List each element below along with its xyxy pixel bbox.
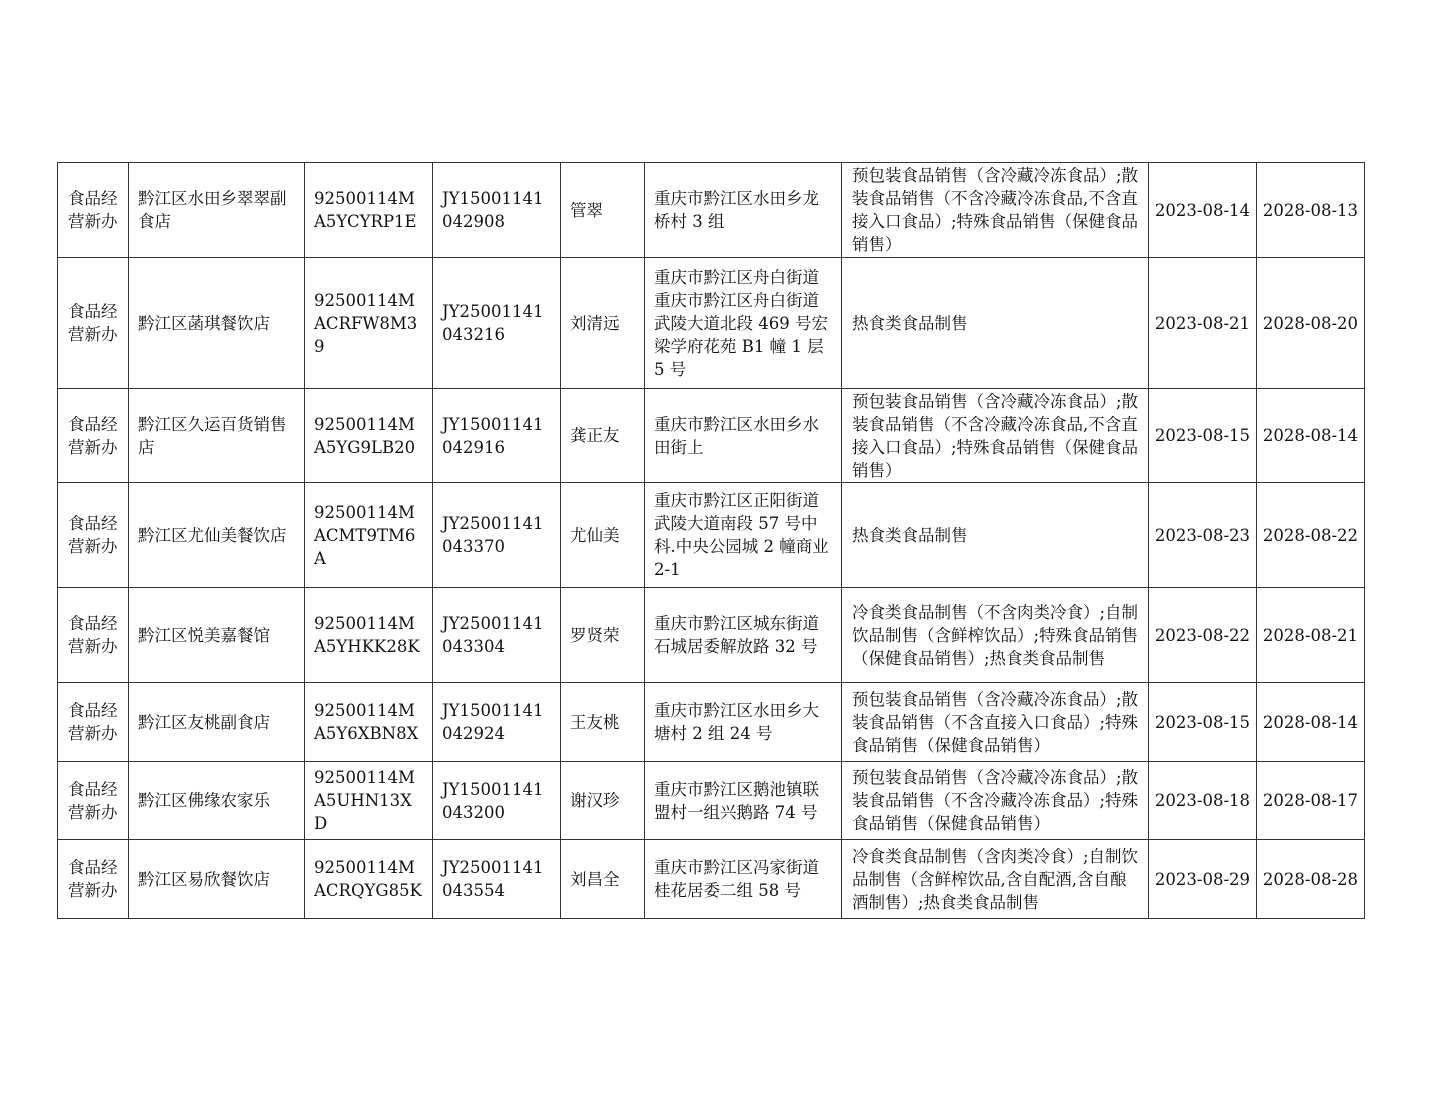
expiry-date-cell: 2028-08-14	[1257, 389, 1365, 483]
license-type-cell: 食品经营新办	[58, 588, 129, 683]
address-cell: 重庆市黔江区水田乡水田街上	[645, 389, 842, 483]
credit-code-cell: 92500114MA5YCYRP1E	[305, 163, 433, 258]
license-number-cell: JY15001141042924	[433, 683, 561, 762]
expiry-date-cell: 2028-08-28	[1257, 840, 1365, 919]
business-scope-cell: 预包装食品销售（含冷藏冷冻食品）;散装食品销售（不含冷藏冷冻食品）;特殊食品销售（保健食品销售）	[842, 762, 1149, 840]
business-name-cell: 黔江区尤仙美餐饮店	[129, 483, 305, 588]
business-name-cell: 黔江区水田乡翠翠副食店	[129, 163, 305, 258]
table-row	[58, 588, 1365, 683]
license-type-cell: 食品经营新办	[58, 258, 129, 389]
business-scope-cell: 预包装食品销售（含冷藏冷冻食品）;散装食品销售（不含直接入口食品）;特殊食品销售（保健食品销售）	[842, 683, 1149, 762]
license-type-cell: 食品经营新办	[58, 389, 129, 483]
license-number-cell: JY15001141042916	[433, 389, 561, 483]
address-cell: 重庆市黔江区冯家街道桂花居委二组 58 号	[645, 840, 842, 919]
table-row	[58, 389, 1365, 483]
expiry-date-cell: 2028-08-22	[1257, 483, 1365, 588]
business-name-cell: 黔江区菡琪餐饮店	[129, 258, 305, 389]
table-row	[58, 762, 1365, 840]
license-number-cell: JY15001141043200	[433, 762, 561, 840]
credit-code-cell: 92500114MA5YG9LB20	[305, 389, 433, 483]
expiry-date-cell: 2028-08-21	[1257, 588, 1365, 683]
business-scope-cell: 热食类食品制售	[842, 483, 1149, 588]
business-name-cell: 黔江区悦美嘉餐馆	[129, 588, 305, 683]
license-table	[57, 162, 1365, 919]
table-row	[58, 483, 1365, 588]
address-cell: 重庆市黔江区水田乡大塘村 2 组 24 号	[645, 683, 842, 762]
credit-code-cell: 92500114MA5Y6XBN8X	[305, 683, 433, 762]
legal-person-cell: 谢汉珍	[561, 762, 645, 840]
credit-code-cell: 92500114MACRFW8M39	[305, 258, 433, 389]
license-number-cell: JY25001141043216	[433, 258, 561, 389]
expiry-date-cell: 2028-08-13	[1257, 163, 1365, 258]
issue-date-cell: 2023-08-14	[1149, 163, 1257, 258]
issue-date-cell: 2023-08-22	[1149, 588, 1257, 683]
license-number-cell: JY15001141042908	[433, 163, 561, 258]
business-scope-cell: 预包装食品销售（含冷藏冷冻食品）;散装食品销售（不含冷藏冷冻食品,不含直接入口食品）;特殊食品销售（保健食品销售）	[842, 389, 1149, 483]
business-scope-cell: 预包装食品销售（含冷藏冷冻食品）;散装食品销售（不含冷藏冷冻食品,不含直接入口食品）;特殊食品销售（保健食品销售）	[842, 163, 1149, 258]
credit-code-cell: 92500114MA5YHKK28K	[305, 588, 433, 683]
business-name-cell: 黔江区易欣餐饮店	[129, 840, 305, 919]
legal-person-cell: 刘清远	[561, 258, 645, 389]
issue-date-cell: 2023-08-18	[1149, 762, 1257, 840]
license-type-cell: 食品经营新办	[58, 840, 129, 919]
business-scope-cell: 热食类食品制售	[842, 258, 1149, 389]
legal-person-cell: 尤仙美	[561, 483, 645, 588]
table-row	[58, 683, 1365, 762]
license-type-cell: 食品经营新办	[58, 762, 129, 840]
legal-person-cell: 王友桃	[561, 683, 645, 762]
address-cell: 重庆市黔江区水田乡龙桥村 3 组	[645, 163, 842, 258]
credit-code-cell: 92500114MACMT9TM6A	[305, 483, 433, 588]
legal-person-cell: 罗贤荣	[561, 588, 645, 683]
table-body	[58, 163, 1365, 919]
business-scope-cell: 冷食类食品制售（含肉类冷食）;自制饮品制售（含鲜榨饮品,含自配酒,含自酿酒制售）;热食类食品制售	[842, 840, 1149, 919]
license-type-cell: 食品经营新办	[58, 163, 129, 258]
address-cell: 重庆市黔江区城东街道石城居委解放路 32 号	[645, 588, 842, 683]
business-scope-cell: 冷食类食品制售（不含肉类冷食）;自制饮品制售（含鲜榨饮品）;特殊食品销售（保健食品销售）;热食类食品制售	[842, 588, 1149, 683]
legal-person-cell: 管翠	[561, 163, 645, 258]
legal-person-cell: 龚正友	[561, 389, 645, 483]
license-number-cell: JY25001141043370	[433, 483, 561, 588]
address-cell: 重庆市黔江区正阳街道武陵大道南段 57 号中科.中央公园城 2 幢商业 2-1	[645, 483, 842, 588]
license-number-cell: JY25001141043554	[433, 840, 561, 919]
table-row	[58, 840, 1365, 919]
address-cell: 重庆市黔江区舟白街道重庆市黔江区舟白街道武陵大道北段 469 号宏梁学府花苑 B1 幢 1 层 5 号	[645, 258, 842, 389]
credit-code-cell: 92500114MACRQYG85K	[305, 840, 433, 919]
expiry-date-cell: 2028-08-17	[1257, 762, 1365, 840]
issue-date-cell: 2023-08-15	[1149, 683, 1257, 762]
table-row	[58, 163, 1365, 258]
expiry-date-cell: 2028-08-14	[1257, 683, 1365, 762]
business-name-cell: 黔江区友桃副食店	[129, 683, 305, 762]
address-cell: 重庆市黔江区鹅池镇联盟村一组兴鹅路 74 号	[645, 762, 842, 840]
expiry-date-cell: 2028-08-20	[1257, 258, 1365, 389]
business-name-cell: 黔江区佛缘农家乐	[129, 762, 305, 840]
legal-person-cell: 刘昌全	[561, 840, 645, 919]
business-name-cell: 黔江区久运百货销售店	[129, 389, 305, 483]
issue-date-cell: 2023-08-21	[1149, 258, 1257, 389]
license-type-cell: 食品经营新办	[58, 683, 129, 762]
issue-date-cell: 2023-08-23	[1149, 483, 1257, 588]
credit-code-cell: 92500114MA5UHN13XD	[305, 762, 433, 840]
issue-date-cell: 2023-08-15	[1149, 389, 1257, 483]
issue-date-cell: 2023-08-29	[1149, 840, 1257, 919]
table-row	[58, 258, 1365, 389]
license-number-cell: JY25001141043304	[433, 588, 561, 683]
license-type-cell: 食品经营新办	[58, 483, 129, 588]
